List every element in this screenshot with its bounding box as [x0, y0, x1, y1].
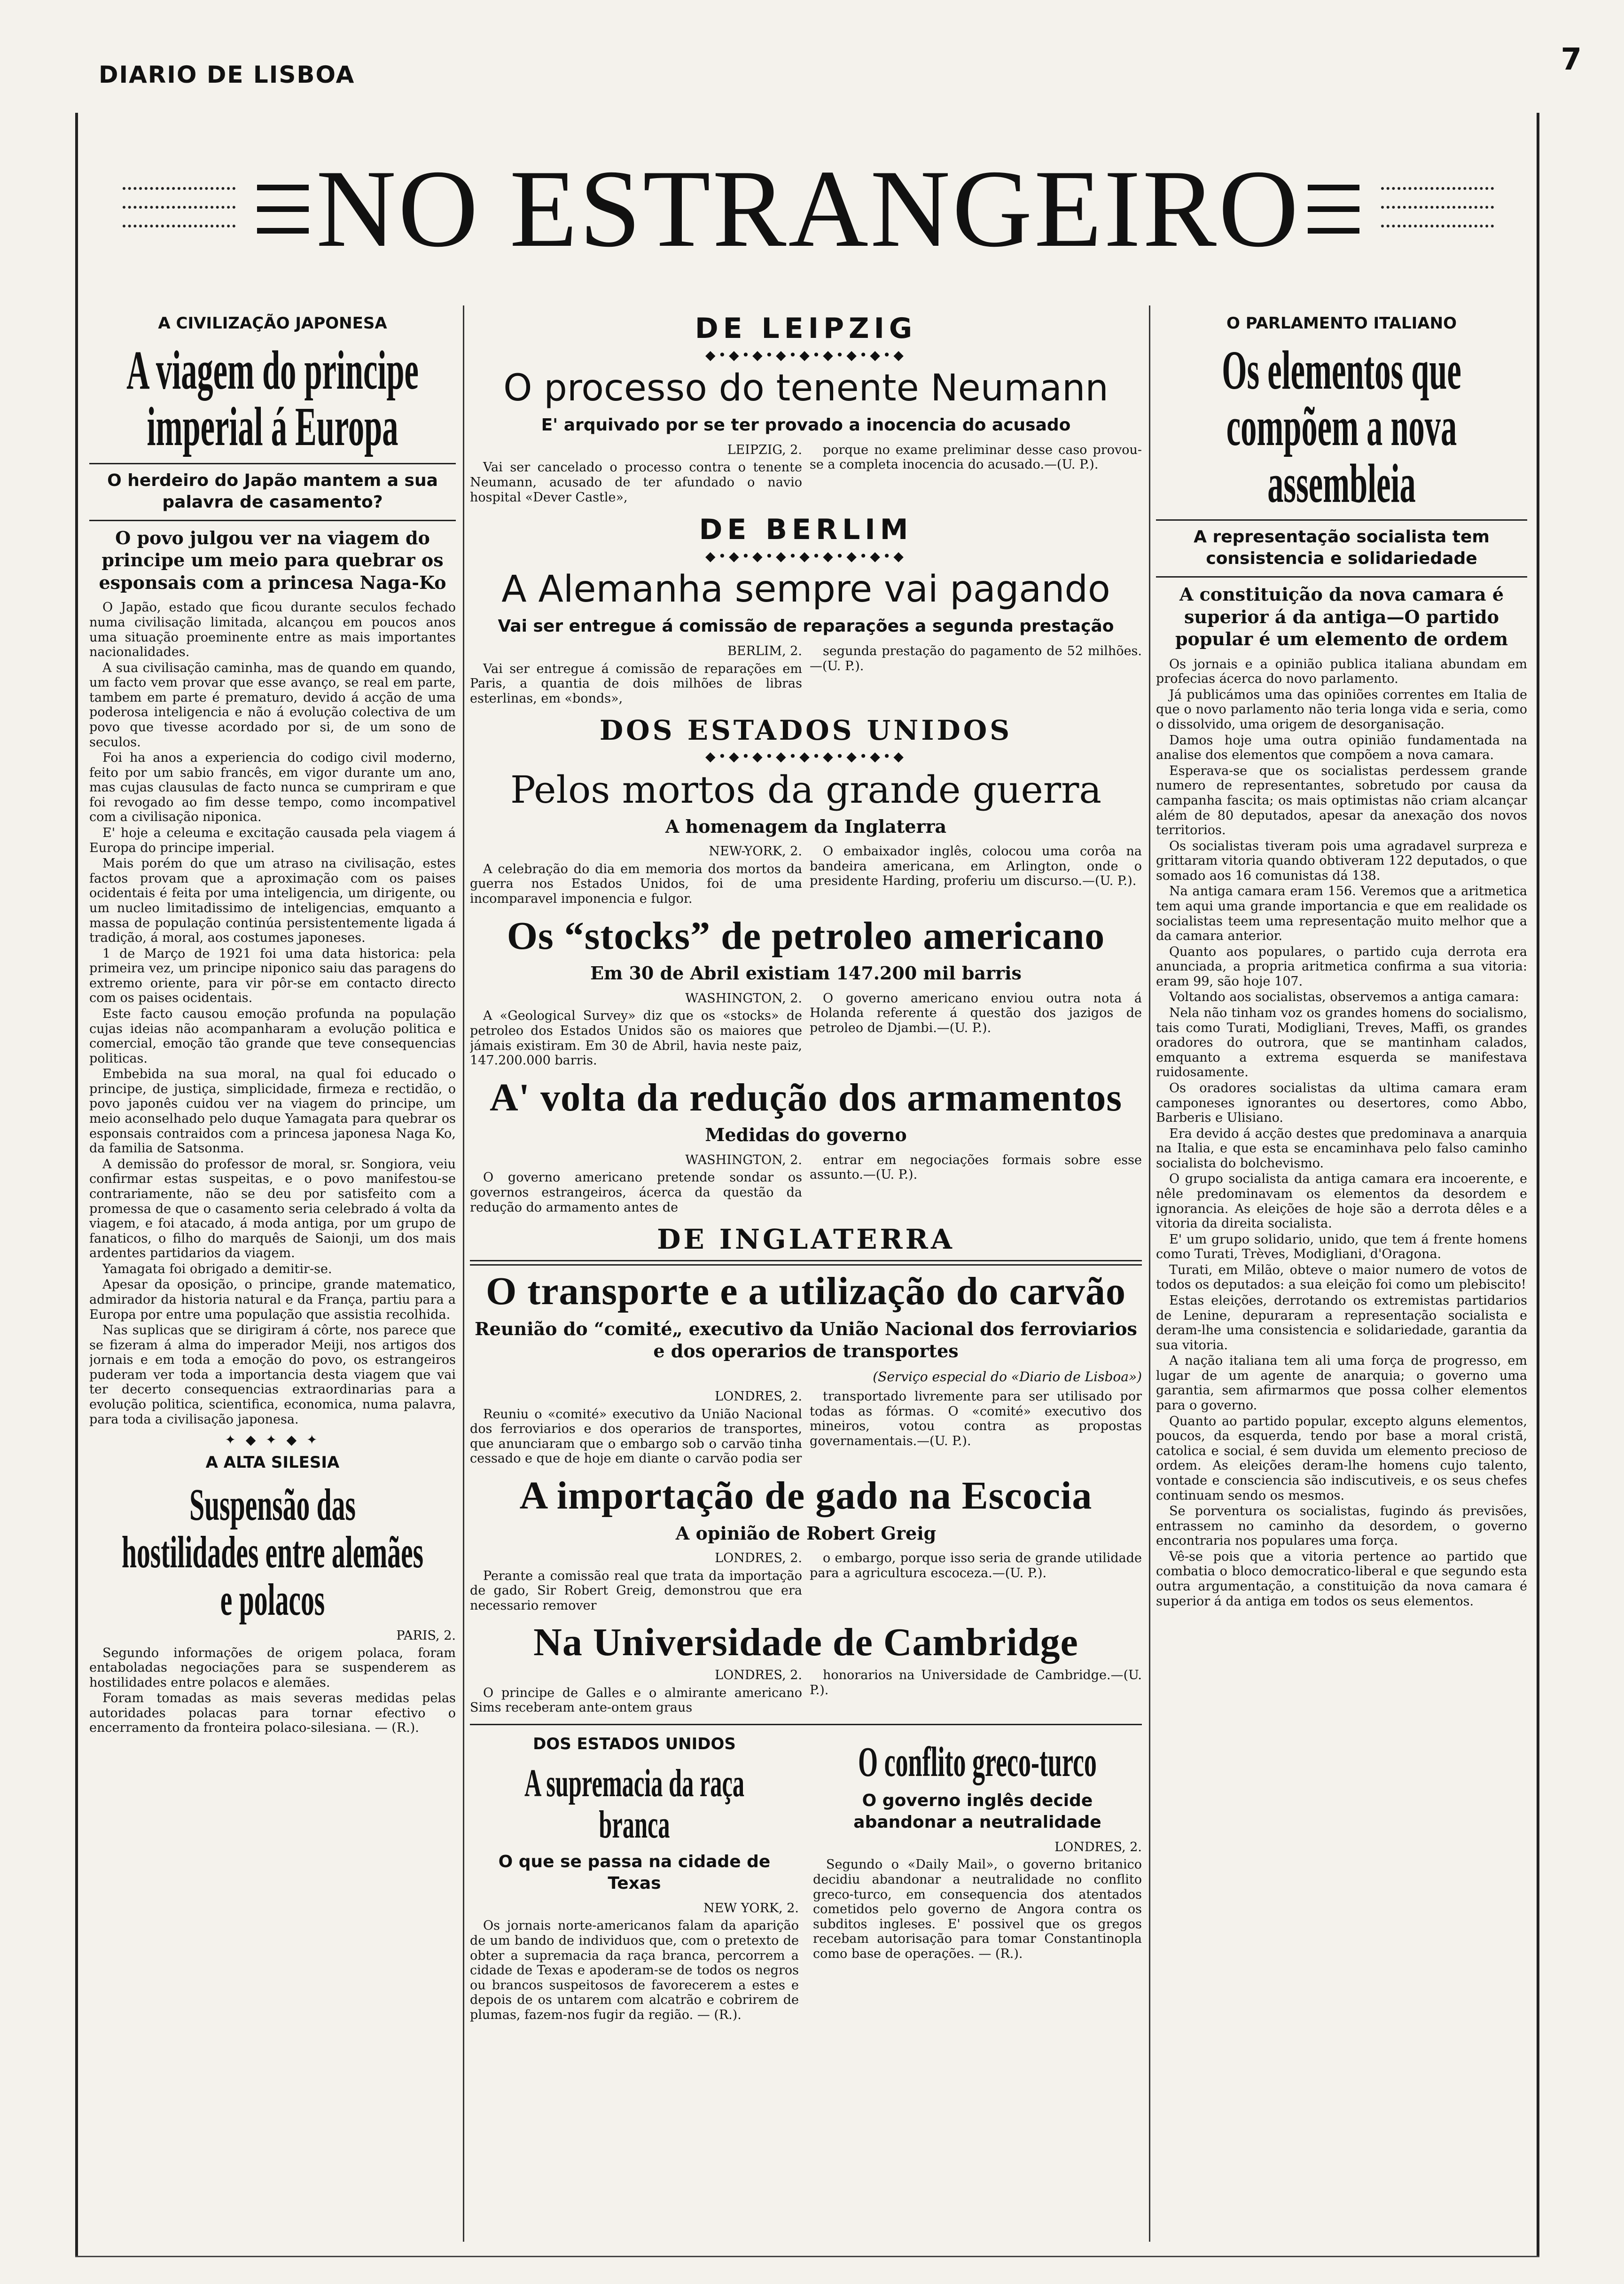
frame-rule-left [75, 113, 78, 2256]
article-body [810, 1153, 1142, 1216]
paragraph: O grupo socialista da antiga camara era incoerente, e nêle predominavam os elementos da desordem e ignorancia. As eleições de hoje são a derrota dêles e a vitoria da direita socialista. [1156, 1172, 1527, 1231]
dateline: NEW-YORK, 2. [709, 844, 802, 859]
article-body [810, 844, 1142, 907]
paragraph: E' hoje a celeuma e excitação causada pela viagem á Europa do principe imperial. [89, 826, 456, 855]
article-body [470, 1389, 802, 1467]
article-headline: A importação de gado na Escocia [519, 1473, 1093, 1517]
section-title: NO ESTRANGEIRO [316, 148, 1301, 270]
article-subhead: Medidas do governo [705, 1124, 907, 1146]
article-subhead: A opinião de Robert Greig [675, 1522, 937, 1544]
paragraph: Quanto aos populares, o partido cuja derrota era anunciada, a propria aritmetica confirma a sua vitoria: eram 99, são hoje 107. [1156, 944, 1527, 989]
article-subhead: O povo julgou ver na viagem do principe um meio para quebrar os esponsais com a princesa Naga-Ko [99, 527, 446, 593]
banner-ornament-left [123, 187, 235, 231]
paragraph: A nação italiana tem ali uma força de progresso, em lugar de um agente de anarquia; o governo uma garantia, sem afirmarmos que possa colher elementos para o governo. [1156, 1353, 1527, 1413]
divider [470, 1724, 1142, 1725]
paragraph: O governo americano enviou outra nota á Holanda referente á questão dos jazigos de petroleo de Djambi.—(U. P.). [810, 991, 1142, 1035]
article-headline: O conflito greco-turco [858, 1738, 1097, 1785]
article-kicker: A CIVILIZAÇÃO JAPONESA [158, 314, 387, 333]
article-body [810, 443, 1142, 506]
article-subhead: A representação socialista tem consistencia e solidariedade [1194, 527, 1490, 569]
left-column [89, 310, 456, 2242]
article-body [89, 1646, 456, 1736]
article-columns [470, 443, 1142, 506]
right-column [1156, 310, 1527, 2242]
article-headline: A' volta da redução dos armamentos [489, 1075, 1123, 1119]
service-credit: (Serviço especial do «Diario de Lisboa») [873, 1369, 1142, 1384]
article-headline: Na Universidade de Cambridge [533, 1620, 1078, 1665]
article-body [1156, 657, 1527, 1609]
article-headline: Os elementos que compõem a nova assembleia [1222, 339, 1461, 514]
article-headline: Os “stocks” de petroleo americano [507, 914, 1105, 958]
paragraph: Vai ser cancelado o processo contra o tenente Neumann, acusado de ter afundado o navio hospital «Dever Castle», [470, 460, 802, 505]
article-body [470, 644, 802, 707]
dateline: NEW YORK, 2. [703, 1901, 799, 1916]
dateline: LONDRES, 2. [1054, 1840, 1142, 1855]
article-columns [470, 1153, 1142, 1216]
banner-bars-left [257, 185, 309, 234]
article-subhead: A constituição da nova camara é superior á da antiga—O partido popular é um elemento de ordem [1175, 584, 1508, 650]
dateline: WASHINGTON, 2. [685, 991, 802, 1006]
article-body [813, 1857, 1142, 1961]
article-kicker: DOS ESTADOS UNIDOS [533, 1734, 736, 1753]
article-subhead: E' arquivado por se ter provado a inocencia do acusado [541, 415, 1071, 435]
bottom-articles [470, 1731, 1142, 2029]
article-subhead: Vai ser entregue á comissão de reparações a segunda prestação [498, 616, 1114, 636]
section-banner [80, 146, 1537, 273]
banner-bars-right [1308, 185, 1359, 234]
article-body [810, 1668, 1142, 1716]
article-body [810, 991, 1142, 1069]
article-body [810, 1551, 1142, 1614]
dispatch-city: DE BERLIM [699, 513, 913, 547]
middle-column [470, 310, 1142, 2242]
masthead: DIARIO DE LISBOA [99, 61, 355, 88]
paragraph: O governo americano pretende sondar os governos estrangeiros, ácerca da questão da redução do armamento antes de [470, 1170, 802, 1215]
paragraph: Os socialistas tiveram pois uma agradavel surpreza e grittaram vitoria quando obtiveram 122 deputados, o que somado aos 16 comunistas dá 138. [1156, 838, 1527, 883]
article-body [470, 1551, 802, 1614]
paragraph: A sua civilisação caminha, mas de quando em quando, um facto vem provar que esse avanço, se real em parte, tambem em parte é prematuro, devido á acção de uma poderosa inteligencia e não á evolução colectiva de um povo que tivesse acordado por si, de um sono de seculos. [89, 660, 456, 750]
paragraph: Vê-se pois que a vitoria pertence ao partido que combatia o bloco democratico-liberal e que segundo esta outra argumentação, a constituição da nova camara é superior á da antiga em todos os seus elementos. [1156, 1549, 1527, 1609]
paragraph: Vai ser entregue á comissão de reparações em Paris, a quantia de dois milhões de libras esterlinas, em «bonds», [470, 661, 802, 706]
article-columns [470, 844, 1142, 907]
paragraph: Embebida na sua moral, na qual foi educado o principe, de justiça, simplicidade, firmeza e rectidão, o povo japonês cuidou ver na viagem do principe, um meio aconselhado pelo duque Yamagata para quebrar os esponsais contraidos com a princesa japonesa Naga Ko, da familia de Satsonma. [89, 1067, 456, 1156]
dateline: LONDRES, 2. [715, 1389, 802, 1404]
article-kicker: A ALTA SILESIA [205, 1453, 340, 1472]
paragraph: Apesar da oposição, o principe, grande matematico, admirador da historia natural e da França, partiu para a Europa por entre uma população que assistia recolhida. [89, 1277, 456, 1322]
paragraph: Este facto causou emoção profunda na população cujas ideias não acompanharam a evolução politica e comercial, emoção tão grande que teve consequencias politicas. [89, 1006, 456, 1066]
article-subhead: O governo inglês decide abandonar a neutralidade [853, 1791, 1101, 1832]
ornament-divider: ◆•◆•◆•◆•◆•◆•◆•◆•◆ [705, 548, 906, 564]
article-kicker: O PARLAMENTO ITALIANO [1226, 314, 1457, 333]
paragraph: Os oradores socialistas da ultima camara eram camponeses ignorantes ou desertores, como Abbo, Barberis e Ulisiano. [1156, 1080, 1527, 1126]
article-columns [470, 991, 1142, 1069]
paragraph: Perante a comissão real que trata da importação de gado, Sir Robert Greig, demonstrou que era necessario remover [470, 1568, 802, 1613]
article-body [89, 600, 456, 1427]
paragraph: A «Geological Survey» diz que os «stocks» de petroleo dos Estados Unidos são os maiores que jámais existiram. Em 30 de Abril, havia neste paiz, 147.200.000 barris. [470, 1009, 802, 1068]
article-subhead: O que se passa na cidade de Texas [498, 1852, 771, 1893]
article-subhead: Em 30 de Abril existiam 147.200 mil barris [590, 962, 1022, 984]
article-headline: Suspensão das hostilidades entre alemães e polacos [121, 1479, 424, 1625]
banner-ornament-right [1381, 187, 1494, 231]
article-subhead: O herdeiro do Japão mantem a sua palavra de casamento? [107, 470, 438, 512]
page-number: 7 [1561, 42, 1582, 77]
column-rule [463, 305, 464, 2242]
paragraph: Foram tomadas as mais severas medidas pelas autoridades polacas para tornar efectivo o encerramento da fronteira polaco-silesiana. — (R.). [89, 1691, 456, 1736]
dateline: WASHINGTON, 2. [685, 1152, 802, 1167]
paragraph: Voltando aos socialistas, observemos a antiga camara: [1169, 990, 1519, 1005]
article-body [470, 844, 802, 907]
paragraph: E' um grupo solidario, unido, que tem á frente homens como Turati, Trèves, Modigliani, d'Oragona. [1156, 1232, 1527, 1262]
frame-rule-right [1537, 113, 1539, 2256]
paragraph: Segundo o «Daily Mail», o governo britanico decidiu abandonar a neutralidade no conflito greco-turco, em consequencia dos atentados cometidos pelo governo de Angora contra os subditos ingleses. E' possivel que os gregos recebam autorisação para tomar Constantinopla como base de operações. — (R.). [813, 1857, 1142, 1961]
paragraph: Se porventura os socialistas, fugindo ás previsões, entrassem no caminho da desordem, o governo encontraria nos populares uma força. [1156, 1504, 1527, 1549]
paragraph: Quanto ao partido popular, excepto alguns elementos, poucos, da esquerda, tendo por base a moral cristã, catolica e social, é sem duvida um elemento precioso de ordem. As eleições deram-lhe homens cujo talento, vontade e consciencia são indiscutiveis, e os seus chefes continuam sendo os mesmos. [1156, 1414, 1527, 1503]
article-body [810, 644, 1142, 707]
article-body [470, 1153, 802, 1216]
paragraph: Mais porém do que um atraso na civilisação, estes factos provam que a aproximação com os paises ocidentais é feita por uma inteligencia, um dirigente, ou um nucleo limitadissimo de inteligencias, emquanto a massa de população continúa persistentemente ligada á tradição, á moral, aos costumes japoneses. [89, 856, 456, 946]
divider [89, 520, 456, 521]
paragraph: Na antiga camara eram 156. Veremos que a aritmetica tem aqui uma grande importancia e que em realidade os socialistas teem uma representação muito melhor que a da camara anterior. [1156, 884, 1527, 944]
article-subhead: Reunião do “comité„ executivo da União Nacional dos ferroviarios e dos operarios de transportes [475, 1318, 1137, 1362]
ornament-divider: ◆•◆•◆•◆•◆•◆•◆•◆•◆ [705, 749, 906, 765]
column-rule [1149, 305, 1150, 2242]
divider [89, 463, 456, 464]
article-body [810, 1389, 1142, 1467]
article-columns [470, 644, 1142, 707]
article-columns [470, 1668, 1142, 1716]
dateline: LEIPZIG, 2. [727, 442, 802, 457]
article-subhead: A homenagem da Inglaterra [665, 815, 947, 837]
dispatch-city: DE INGLATERRA [657, 1223, 955, 1256]
divider [1156, 576, 1527, 578]
article-body [470, 1668, 802, 1716]
paragraph: Turati, em Milão, obteve o maior numero de votos de todos os deputados: a sua eleição foi como um plebiscito! [1156, 1262, 1527, 1292]
paragraph: honorarios na Universidade de Cambridge.—(U. P.). [810, 1668, 1142, 1697]
frame-rule-bottom [75, 2256, 1539, 2257]
paragraph: O principe de Galles e o almirante americano Sims receberam ante-ontem graus [470, 1685, 802, 1715]
paragraph: transportado livremente para ser utilisado por todas as fórmas. O «comité» executivo dos mineiros, votou contra as propostas governamentais.—(U. P.). [810, 1389, 1142, 1448]
paragraph: Os jornais e a opinião publica italiana abundam em profecias ácerca do novo parlamento. [1156, 657, 1527, 687]
article-headline: O transporte e a utilização do carvão [485, 1269, 1126, 1314]
paragraph: o embargo, porque isso seria de grande utilidade para a agricultura escoceza.—(U. P.). [810, 1551, 1142, 1580]
paragraph: Reuniu o «comité» executivo da União Nacional dos ferroviarios e dos operarios de transportes, que anunciaram que o embargo sob o carvão tinha cessado e que de hoje em diante o carvão podia ser [470, 1407, 802, 1466]
dateline: LONDRES, 2. [715, 1668, 802, 1683]
article-columns [470, 1551, 1142, 1614]
paragraph: Damos hoje uma outra opinião fundamentada na analise dos elementos que compõem a nova camara. [1156, 733, 1527, 763]
dateline: PARIS, 2. [396, 1628, 456, 1643]
dispatch-city: DE LEIPZIG [695, 312, 917, 345]
article-body [470, 443, 802, 506]
paragraph: Nas suplicas que se dirigiram á côrte, nos parece que se fizeram á alma do imperador Meiji, nos artigos dos jornais e em toda a emoção do povo, os estrangeiros puderam ver toda a importancia desta viagem que vai ter decerto consequencias extraordinarias para a evolução politica, scientifica, economica, numa palavra, para toda a civilisação japonesa. [89, 1323, 456, 1427]
article-columns [470, 1389, 1142, 1467]
article-race [470, 1731, 799, 2029]
article-headline: O processo do tenente Neumann [503, 367, 1109, 409]
paragraph: Nela não tinham voz os grandes homens do socialismo, tais como Turati, Modigliani, Treves, Maffi, os grandes oradores do outrora, que se mantinham calados, emquanto a extrema esquerda se manifestava ruidosamente. [1156, 1006, 1527, 1080]
article-headline: A supremacia da raça branca [524, 1761, 745, 1846]
dispatch-city: DOS ESTADOS UNIDOS [599, 714, 1013, 747]
paragraph: A celebração do dia em memoria dos mortos da guerra nos Estados Unidos, foi de uma incomparavel imponencia e fulgor. [470, 861, 802, 906]
article-headline: A viagem do principe imperial á Europa [126, 339, 419, 458]
paragraph: 1 de Março de 1921 foi uma data historica: pela primeira vez, um principe niponico saiu das paragens do extremo oriente, para vir pôr-se em contacto directo com os paises ocidentais. [89, 946, 456, 1006]
dateline: LONDRES, 2. [715, 1551, 802, 1566]
dateline: BERLIM, 2. [727, 644, 802, 659]
ornament-divider: ◆•◆•◆•◆•◆•◆•◆•◆•◆ [705, 347, 906, 363]
paragraph: Já publicámos uma das opiniões correntes em Italia de que o novo parlamento não teria longa vida e seria, como o dissolvido, uma origem de desorganisação. [1156, 687, 1527, 732]
article-greco [813, 1731, 1142, 2029]
paragraph: Era devido á acção destes que predominava a anarquia na Italia, e que esta se encaminhava pelo falso caminho socialista do bolchevismo. [1156, 1126, 1527, 1171]
article-headline: A Alemanha sempre vai pagando [501, 568, 1110, 611]
article-body [470, 991, 802, 1069]
paragraph: Yamagata foi obrigado a demitir-se. [102, 1261, 332, 1276]
paragraph: porque no exame preliminar desse caso provou-se a completa inocencia do acusado.—(U. P.). [810, 442, 1142, 472]
paragraph: entrar em negociações formais sobre esse assunto.—(U. P.). [810, 1152, 1142, 1182]
paragraph: segunda prestação do pagamento de 52 milhões.—(U. P.). [810, 644, 1142, 673]
divider [1156, 519, 1527, 521]
paragraph: A demissão do professor de moral, sr. Songiora, veiu confirmar estas suspeitas, e o povo manifestou-se contrariamente, não se deu por satisfeito com a promessa de que o casamento seria celebrado á volta da viagem, e foi atacado, á moda antiga, por um grupo de fanaticos, o filho do marquês de Saionji, um dos mais ardentes partidarios da viagem. [89, 1157, 456, 1261]
article-headline: Pelos mortos da grande guerra [510, 768, 1102, 812]
paragraph: Foi ha anos a experiencia do codigo civil moderno, feito por um sabio francês, em vigor durante um ano, mas cujas clausulas de facto nunca se cumpriram e que foi revogado ao fim desse tempo, como incompativel com a civilisação niponica. [89, 751, 456, 825]
paragraph: O embaixador inglês, colocou uma corôa na bandeira americana, em Arlington, onde o presidente Harding, proferiu um discurso.—(U. P.). [810, 844, 1142, 889]
paragraph: Estas eleições, derrotando os extremistas partidarios de Lenine, depuraram a representação socialista e deram-lhe uma consistencia e solidariedade, garantia da sua vitoria. [1156, 1293, 1527, 1353]
paragraph: Segundo informações de origem polaca, foram entaboladas negociações para se suspenderem as hostilidades entre polacos e alemães. [89, 1645, 456, 1690]
article-body [470, 1918, 799, 2022]
ornament-divider: ✦ ◆ ✦ ◆ ✦ [225, 1432, 320, 1448]
divider [470, 1260, 1142, 1266]
paragraph: O Japão, estado que ficou durante seculos fechado numa civilisação limitada, alcançou em poucos anos uma situação proeminente entre as mais importantes nacionalidades. [89, 600, 456, 660]
paragraph: Os jornais norte-americanos falam da aparição de um bando de individuos que, com o pretexto de obter a supremacia da raça branca, percorrem a cidade de Texas e apoderam-se de todos os negros ou brancos suspeitosos de favorecerem a estes e depois de os untarem com alcatrão e cobrirem de plumas, fazem-nos fugir da região. — (R.). [470, 1918, 799, 2022]
paragraph: Esperava-se que os socialistas perdessem grande numero de representantes, sobretudo por causa da campanha fascita; os mais optimistas não criam alcançar além de 80 deputados, apesar da anexação dos novos territorios. [1156, 763, 1527, 838]
